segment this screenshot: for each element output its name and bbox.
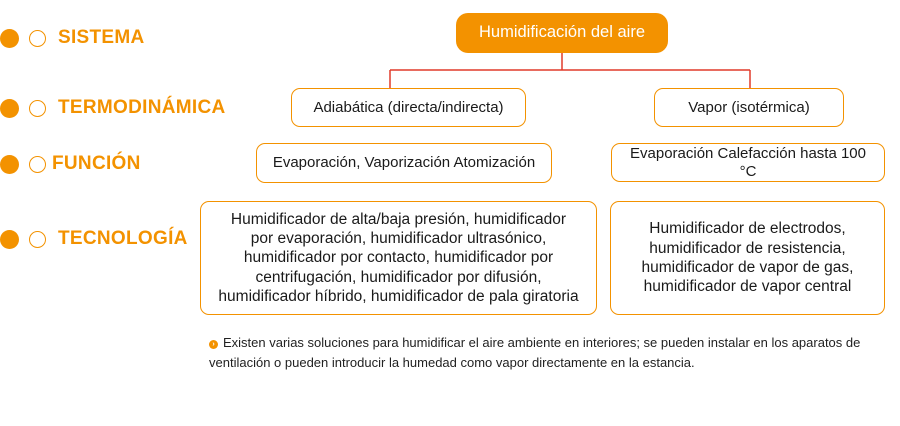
right-tech-line: Humidificador de electrodos, [649,220,846,238]
left-tech-line: humidificador híbrido, humidificador de pala giratoria [218,288,579,306]
left-thermo-node [291,88,526,127]
right-function-label: Evaporación Calefacción hasta 100 °C [630,144,866,180]
left-tech-line: humidificador por contacto, humidificador por [243,249,554,267]
left-function-node [256,143,552,183]
right-technology-node [610,201,885,315]
row-label-termodinamica: TERMODINÁMICA [58,97,226,118]
left-function-label: Evaporación, Vaporización Atomización [272,154,536,171]
left-tech-line: centrifugación, humidificador por difusión, [255,268,542,286]
row-label-tecnologia: TECNOLOGÍA [58,228,188,249]
root-label: Humidificación del aire [479,23,645,42]
right-tech-line: humidificador de vapor central [643,278,852,296]
root-node [456,13,668,53]
right-tech-line: humidificador de vapor de gas, [641,259,854,276]
right-function-node [611,143,885,182]
left-technology-node [200,201,597,315]
row-label-sistema: SISTEMA [58,27,145,48]
left-thermo-label: Adiabática (directa/indirecta) [313,98,504,116]
bullet-arrow-icon: › [209,340,218,349]
left-tech-line: por evaporación, humidificador ultrasónico, [250,229,547,247]
row-label-funcion: FUNCIÓN [52,153,141,174]
right-thermo-node [654,88,844,127]
footnote [209,333,889,372]
left-tech-line: Humidificador de alta/baja presión, humidificador [230,210,567,228]
right-thermo-label: Vapor (isotérmica) [688,98,810,116]
right-tech-line: humidificador de resistencia, [649,239,846,257]
footnote-text: Existen varias soluciones para humidificar el aire ambiente en interiores; se pueden instalar en los aparatos de ventilación o pueden introducir la humedad como vapor directamente en la estancia. [209,335,861,370]
